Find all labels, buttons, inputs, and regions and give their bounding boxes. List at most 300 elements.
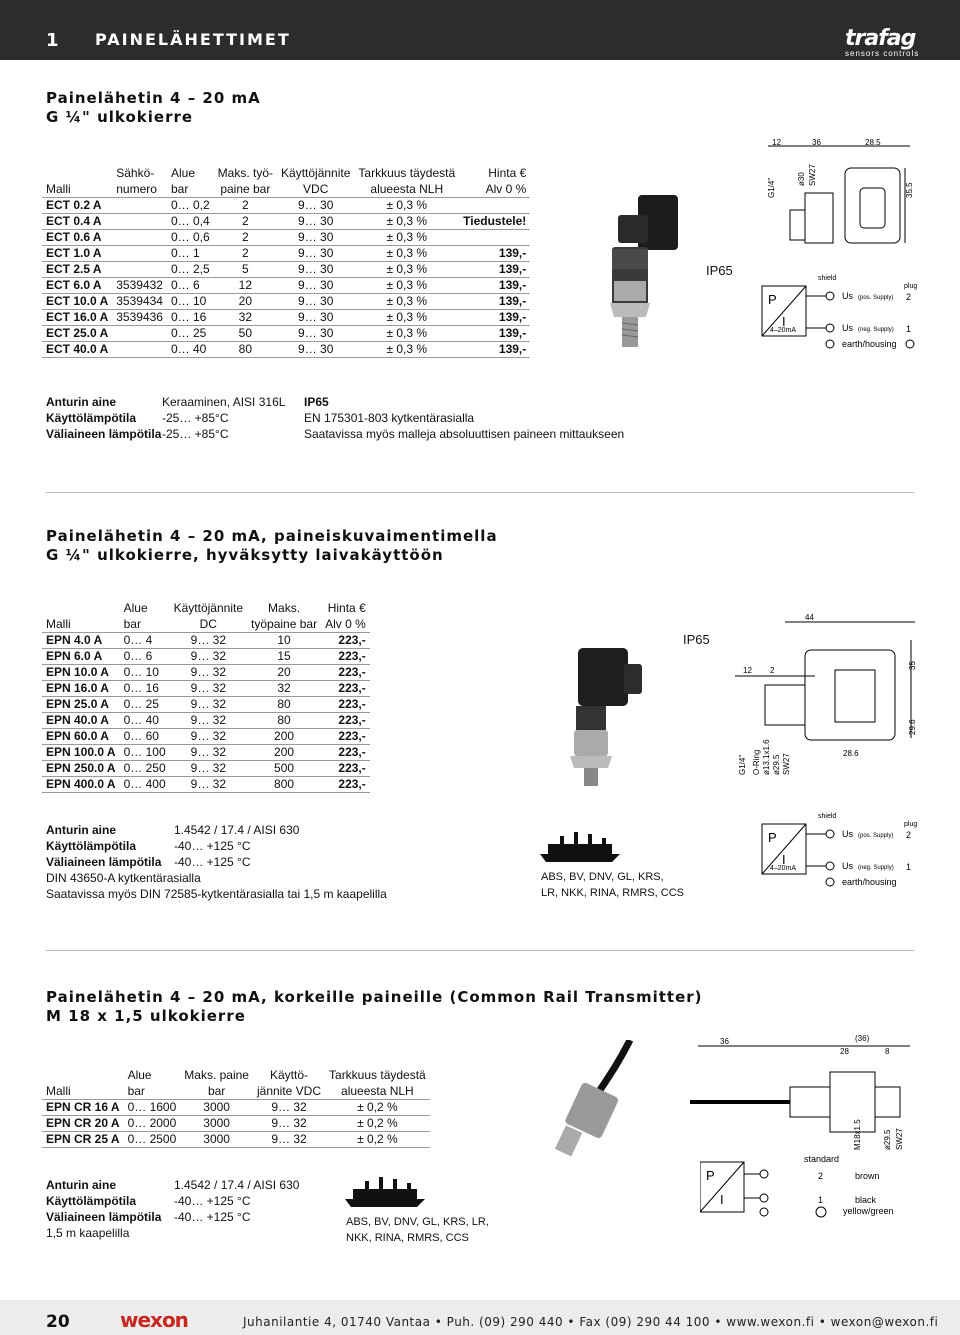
table-cell: EPN 40.0 A	[42, 712, 120, 728]
table-row	[42, 229, 530, 245]
table-cell: ECT 0.2 A	[42, 197, 112, 213]
info-row	[46, 410, 285, 426]
table-header-cell: numero	[116, 181, 157, 196]
table-row	[42, 760, 370, 776]
wiring-us-1: Us	[842, 291, 853, 301]
table-cell	[459, 197, 530, 213]
table-cell: ± 0,3 %	[354, 261, 459, 277]
info-row	[46, 394, 285, 410]
table-cell: 139,-	[459, 309, 530, 325]
ship-icon-2	[345, 1175, 425, 1209]
table-header-cell: VDC	[303, 181, 329, 196]
dim-28c: 28	[840, 1047, 849, 1056]
dim-sw27b: SW27	[782, 753, 791, 775]
section3-approvals-line1: ABS, BV, DNV, GL, KRS, LR,	[346, 1216, 489, 1228]
table-header-cell: Käyttöjännite	[173, 601, 244, 615]
wiring-neg: (neg. Supply)	[858, 327, 894, 333]
wiring-1: 1	[906, 324, 912, 334]
table-cell: 2	[214, 229, 277, 245]
wiring2-us-2: Us	[842, 861, 853, 871]
table-cell: 0… 0,4	[167, 213, 214, 229]
table-cell: 3000	[180, 1115, 253, 1131]
table-cell: 139,-	[459, 261, 530, 277]
table-header-cell: bar	[127, 1083, 145, 1098]
table-cell: ECT 0.4 A	[42, 213, 112, 229]
table-cell: ECT 0.6 A	[42, 229, 112, 245]
table-cell: ECT 6.0 A	[42, 277, 112, 293]
table-row	[42, 776, 370, 792]
info-label: Anturin aine	[46, 823, 117, 837]
table-cell: ECT 16.0 A	[42, 309, 112, 325]
table-cell: 0… 40	[120, 712, 170, 728]
wiring-earth: earth/housing	[842, 339, 897, 349]
table-cell: 0… 10	[120, 664, 170, 680]
info-value: -40… +125 °C	[174, 1194, 251, 1208]
table-row	[42, 277, 530, 293]
chapter-number: 1	[46, 30, 59, 51]
section3-title-line1: Painelähetin 4 – 20 mA, korkeille paineille (Common Rail Transmitter)	[46, 988, 703, 1006]
table-cell: ± 0,3 %	[354, 325, 459, 341]
table-cell: 223,-	[321, 760, 370, 776]
dim-2: 2	[770, 666, 775, 675]
table-cell: 20	[247, 664, 321, 680]
table-cell: 9… 30	[277, 293, 354, 309]
dim-g14b: G1/4"	[738, 754, 747, 775]
table-cell: 223,-	[321, 696, 370, 712]
table-header-cell	[42, 165, 112, 181]
wiring2-1: 1	[906, 862, 912, 872]
table-cell: 200	[247, 744, 321, 760]
section3-cable-text: 1,5 m kaapelilla	[46, 1226, 130, 1240]
dim-35-5: 35.5	[905, 182, 914, 198]
wiring2-2: 2	[906, 830, 912, 840]
info-value: 1.4542 / 17.4 / AISI 630	[174, 823, 300, 837]
section3-info	[46, 1177, 299, 1241]
table-cell: 0… 25	[167, 325, 214, 341]
table-cell: ± 0,2 %	[325, 1099, 430, 1115]
table-cell: EPN 16.0 A	[42, 680, 120, 696]
dim-28-6: 28.6	[843, 749, 859, 758]
table-header-cell: bar	[123, 616, 141, 631]
section3-table	[42, 1067, 430, 1148]
table-cell: 32	[247, 680, 321, 696]
table-header-cell: Alv 0 %	[325, 616, 366, 631]
table-header-cell: työpaine bar	[251, 616, 318, 631]
table-cell: 20	[214, 293, 277, 309]
table-cell: 9… 30	[277, 325, 354, 341]
table-cell: 0… 16	[167, 309, 214, 325]
table-cell: 9… 32	[253, 1115, 325, 1131]
table-cell: EPN 25.0 A	[42, 696, 120, 712]
ect-wiring-diagram	[760, 270, 920, 355]
section1-absolute-text: Saatavissa myös malleja absoluuttisen paineen mittaukseen	[304, 427, 625, 441]
table-header-cell: Tarkkuus täydestä	[329, 1068, 426, 1082]
table-cell: 5	[214, 261, 277, 277]
section-separator-2	[46, 950, 914, 951]
wiring-ma: 4–20mA	[770, 327, 797, 334]
section2-table-body	[42, 632, 370, 792]
page-number: 20	[46, 1312, 70, 1332]
table-row	[42, 664, 370, 680]
table-cell: 800	[247, 776, 321, 792]
table-cell: ± 0,3 %	[354, 245, 459, 261]
table-cell: 0… 100	[120, 744, 170, 760]
table-cell: 0… 6	[167, 277, 214, 293]
table-cell: 139,-	[459, 325, 530, 341]
table-header-cell: Alue	[127, 1068, 152, 1082]
info-label: Käyttölämpötila	[46, 1194, 137, 1208]
table-row	[42, 696, 370, 712]
table-header-cell: jännite VDC	[256, 1083, 322, 1098]
logo-main: trafag	[845, 26, 916, 51]
table-cell: 139,-	[459, 277, 530, 293]
wiring-p: P	[768, 292, 777, 307]
table-cell: EPN 100.0 A	[42, 744, 120, 760]
wiring2-i: I	[782, 852, 786, 867]
wiring3-1: 1	[818, 1195, 824, 1205]
table-header-row	[42, 600, 370, 616]
table-cell: 0… 2500	[124, 1131, 181, 1147]
table-cell: 2	[214, 213, 277, 229]
table-cell: 3539434	[112, 293, 167, 309]
table-cell: ECT 40.0 A	[42, 341, 112, 357]
table-header-cell: Alue	[123, 601, 148, 615]
table-header-cell: Alue	[170, 166, 195, 180]
table-cell: 50	[214, 325, 277, 341]
section3-approvals-line2: NKK, RINA, RMRS, CCS	[346, 1232, 469, 1244]
cr-product-photo	[550, 1040, 670, 1160]
table-header-cell: bar	[207, 1083, 226, 1098]
table-header-cell: Maks. työ-	[217, 166, 274, 180]
dim-44: 44	[805, 613, 814, 622]
table-cell	[112, 213, 167, 229]
table-cell: ECT 1.0 A	[42, 245, 112, 261]
table-row	[42, 1099, 430, 1115]
table-header-cell: paine bar	[220, 181, 271, 196]
info-value: -25… +85°C	[162, 427, 229, 441]
table-cell: ± 0,3 %	[354, 197, 459, 213]
table-header-cell: Malli	[46, 1083, 71, 1098]
table-header-row	[42, 616, 370, 632]
info-value: -40… +125 °C	[174, 855, 251, 869]
wiring2-p: P	[768, 830, 777, 845]
table-cell: EPN CR 20 A	[42, 1115, 124, 1131]
table-cell: 223,-	[321, 776, 370, 792]
table-cell: 9… 30	[277, 229, 354, 245]
table-header-cell	[42, 600, 120, 616]
info-row	[46, 426, 285, 442]
table-cell: 0… 0,2	[167, 197, 214, 213]
table-cell: 2	[214, 197, 277, 213]
table-cell: EPN 60.0 A	[42, 728, 120, 744]
table-header-cell: Malli	[46, 616, 71, 631]
table-cell: 80	[247, 712, 321, 728]
page-footer	[0, 1300, 960, 1335]
info-value: -40… +125 °C	[174, 839, 251, 853]
section1-connector-text: EN 175301-803 kytkentärasialla	[304, 411, 475, 425]
ship-icon	[540, 830, 620, 864]
table-cell: ± 0,3 %	[354, 293, 459, 309]
table-header-cell: Maks.	[268, 601, 301, 615]
epn-dimension-drawing	[725, 610, 920, 780]
table-cell: ± 0,2 %	[325, 1131, 430, 1147]
section1-table-body	[42, 197, 530, 357]
table-row	[42, 1131, 430, 1147]
table-cell: 0… 60	[120, 728, 170, 744]
table-header-cell: Malli	[46, 181, 71, 196]
table-row	[42, 712, 370, 728]
table-header-cell: Hinta €	[327, 601, 366, 615]
table-cell: 223,-	[321, 648, 370, 664]
wiring-i: I	[782, 314, 786, 329]
table-header-cell: Sähkö-	[116, 166, 155, 180]
cr-dimension-drawing	[690, 1032, 915, 1152]
table-cell: 500	[247, 760, 321, 776]
dim-m18: M18x1.5	[853, 1119, 862, 1150]
section2-title-line1: Painelähetin 4 – 20 mA, paineiskuvaimentimella	[46, 527, 498, 545]
wiring2-shield: shield	[818, 813, 837, 820]
section2-approvals	[541, 869, 684, 901]
dim-sw27c: SW27	[895, 1128, 904, 1150]
table-header-cell: alueesta NLH	[370, 181, 444, 196]
wiring-2: 2	[906, 292, 912, 302]
table-cell: ± 0,3 %	[354, 213, 459, 229]
table-cell: 139,-	[459, 293, 530, 309]
section2-approvals-line1: ABS, BV, DNV, GL, KRS,	[541, 871, 664, 883]
dim-12: 12	[772, 138, 781, 147]
dim-36p: (36)	[855, 1034, 870, 1043]
section2-info	[46, 822, 387, 902]
table-cell: EPN 400.0 A	[42, 776, 120, 792]
table-cell: 9… 32	[170, 696, 247, 712]
table-header-row	[42, 165, 530, 181]
info-row	[46, 822, 387, 838]
table-cell: 3539436	[112, 309, 167, 325]
wiring2-us-1: Us	[842, 829, 853, 839]
table-cell: ECT 2.5 A	[42, 261, 112, 277]
table-cell: EPN 6.0 A	[42, 648, 120, 664]
table-cell: 9… 32	[170, 744, 247, 760]
table-header-cell: Käyttöjännite	[281, 166, 351, 180]
info-label: Käyttölämpötila	[46, 411, 137, 425]
table-row	[42, 648, 370, 664]
wiring3-2: 2	[818, 1171, 824, 1181]
section1-ip-text: IP65	[304, 395, 329, 409]
table-cell: ± 0,3 %	[354, 277, 459, 293]
info-row	[46, 854, 387, 870]
table-cell: 3000	[180, 1099, 253, 1115]
logo-sub: sensors controls	[845, 49, 920, 58]
section2-cable-text: Saatavissa myös DIN 72585-kytkentärasialla tai 1,5 m kaapelilla	[46, 887, 387, 901]
section1-title-line1: Painelähetin 4 – 20 mA	[46, 89, 261, 107]
table-cell	[112, 341, 167, 357]
table-cell: 10	[247, 632, 321, 648]
section3-info-list	[46, 1177, 299, 1225]
table-cell: 9… 32	[170, 776, 247, 792]
table-cell: EPN 250.0 A	[42, 760, 120, 776]
section1-info	[46, 394, 285, 442]
wiring3-brown: brown	[855, 1171, 880, 1181]
table-cell	[459, 229, 530, 245]
table-cell: 9… 32	[170, 712, 247, 728]
wiring3-yg: yellow/green	[843, 1206, 894, 1216]
table-cell: 9… 32	[170, 648, 247, 664]
section3-table-body	[42, 1099, 430, 1147]
table-row	[42, 341, 530, 357]
wiring3-standard: standard	[804, 1154, 840, 1164]
table-header-cell: alueesta NLH	[341, 1083, 414, 1098]
wiring3-i: I	[720, 1192, 724, 1207]
table-cell	[112, 229, 167, 245]
table-cell: 200	[247, 728, 321, 744]
dim-35: 35	[908, 661, 917, 670]
table-cell: 9… 32	[170, 632, 247, 648]
table-cell	[112, 325, 167, 341]
table-cell: ± 0,3 %	[354, 341, 459, 357]
section3-title-line2: M 18 x 1,5 ulkokierre	[46, 1007, 246, 1025]
dim-oring: O-Ring	[752, 749, 761, 775]
table-header-cell: bar	[170, 181, 189, 196]
table-cell: 9… 32	[170, 664, 247, 680]
table-cell: 3539432	[112, 277, 167, 293]
page-header	[0, 0, 960, 60]
table-cell: 80	[247, 696, 321, 712]
table-cell: ECT 25.0 A	[42, 325, 112, 341]
table-row	[42, 728, 370, 744]
table-cell: 80	[214, 341, 277, 357]
table-cell	[112, 197, 167, 213]
table-cell: EPN CR 25 A	[42, 1131, 124, 1147]
table-cell: 9… 32	[170, 680, 247, 696]
dim-o13: ø13.1x1.6	[762, 739, 771, 775]
table-cell: EPN CR 16 A	[42, 1099, 124, 1115]
section2-title-line2: G ¼" ulkokierre, hyväksytty laivakäyttöön	[46, 546, 444, 564]
section3-title	[46, 988, 703, 1026]
table-cell: 0… 40	[167, 341, 214, 357]
table-cell: 0… 6	[120, 648, 170, 664]
table-cell: 223,-	[321, 744, 370, 760]
table-cell: 0… 1	[167, 245, 214, 261]
table-cell: 9… 32	[253, 1131, 325, 1147]
table-cell	[112, 261, 167, 277]
table-row	[42, 632, 370, 648]
dim-g14: G1/4"	[767, 177, 776, 198]
table-cell: 9… 32	[170, 728, 247, 744]
wiring2-neg: (neg. Supply)	[858, 865, 894, 871]
section-separator-1	[46, 492, 914, 493]
dim-o29-5: ø29.5	[772, 754, 781, 775]
cr-wiring-diagram	[700, 1150, 915, 1225]
table-cell: 0… 1600	[124, 1099, 181, 1115]
table-cell: 223,-	[321, 664, 370, 680]
section1-table	[42, 165, 530, 358]
dim-28-5: 28.5	[865, 138, 881, 147]
table-cell: 0… 0,6	[167, 229, 214, 245]
table-cell	[112, 245, 167, 261]
dim-36: 36	[812, 138, 821, 147]
table-cell: 139,-	[459, 341, 530, 357]
table-header-cell: Tarkkuus täydestä	[358, 166, 456, 180]
table-cell: 223,-	[321, 712, 370, 728]
epn-product-photo	[540, 640, 670, 790]
section1-title	[46, 89, 261, 127]
dim-sw27: SW27	[808, 164, 817, 186]
table-cell: ± 0,3 %	[354, 229, 459, 245]
table-cell: 3000	[180, 1131, 253, 1147]
table-row	[42, 1115, 430, 1131]
info-value: -40… +125 °C	[174, 1210, 251, 1224]
wiring2-pos: (pos. Supply)	[858, 833, 894, 839]
table-header-cell: Hinta €	[488, 166, 527, 180]
info-row	[46, 1193, 299, 1209]
table-cell: 0… 2,5	[167, 261, 214, 277]
table-cell: 15	[247, 648, 321, 664]
table-cell: ECT 10.0 A	[42, 293, 112, 309]
table-header-cell	[42, 1067, 124, 1083]
dim-29-6: 29.6	[908, 719, 917, 735]
section1-title-line2: G ¼" ulkokierre	[46, 108, 194, 126]
table-cell: 0… 10	[167, 293, 214, 309]
table-row	[42, 309, 530, 325]
section3-approvals	[346, 1214, 489, 1246]
table-header-row	[42, 1067, 430, 1083]
info-value: -25… +85°C	[162, 411, 229, 425]
section2-table	[42, 600, 370, 793]
wiring2-plug: plug	[904, 821, 918, 828]
section2-info-list	[46, 822, 387, 870]
table-cell: 9… 30	[277, 213, 354, 229]
table-cell: 223,-	[321, 728, 370, 744]
wiring-shield: shield	[818, 275, 837, 282]
table-row	[42, 197, 530, 213]
info-value: 1.4542 / 17.4 / AISI 630	[174, 1178, 300, 1192]
info-row	[46, 838, 387, 854]
info-row	[46, 1209, 299, 1225]
table-cell: 9… 32	[253, 1099, 325, 1115]
table-cell: 2	[214, 245, 277, 261]
section1-table-head	[42, 165, 530, 197]
wiring2-earth: earth/housing	[842, 877, 897, 887]
wiring-us-2: Us	[842, 323, 853, 333]
table-cell: 0… 16	[120, 680, 170, 696]
table-cell: 0… 2000	[124, 1115, 181, 1131]
wexon-logo: wexon	[120, 1308, 188, 1332]
wiring-plug: plug	[904, 283, 918, 290]
dim-12b: 12	[743, 666, 752, 675]
section2-title	[46, 527, 498, 565]
table-header-row	[42, 1083, 430, 1099]
table-cell: ± 0,3 %	[354, 309, 459, 325]
wiring-pos: (pos. Supply)	[858, 295, 894, 301]
table-cell: 9… 30	[277, 341, 354, 357]
section2-connector-text: DIN 43650-A kytkentärasialla	[46, 871, 201, 885]
table-row	[42, 744, 370, 760]
dim-36c: 36	[720, 1037, 729, 1046]
table-cell: 139,-	[459, 245, 530, 261]
table-cell: EPN 10.0 A	[42, 664, 120, 680]
table-cell: 223,-	[321, 680, 370, 696]
section1-info-right	[304, 394, 624, 442]
section2-approvals-line2: LR, NKK, RINA, RMRS, CCS	[541, 887, 685, 899]
dim-8: 8	[885, 1047, 890, 1056]
wiring3-p: P	[706, 1168, 715, 1183]
info-label: Väliaineen lämpötila	[46, 855, 162, 869]
table-header-cell: Käyttö-	[269, 1068, 308, 1082]
table-header-cell: Alv 0 %	[485, 181, 527, 196]
table-header-cell: DC	[199, 616, 217, 631]
info-row	[46, 1177, 299, 1193]
table-cell: 9… 30	[277, 309, 354, 325]
